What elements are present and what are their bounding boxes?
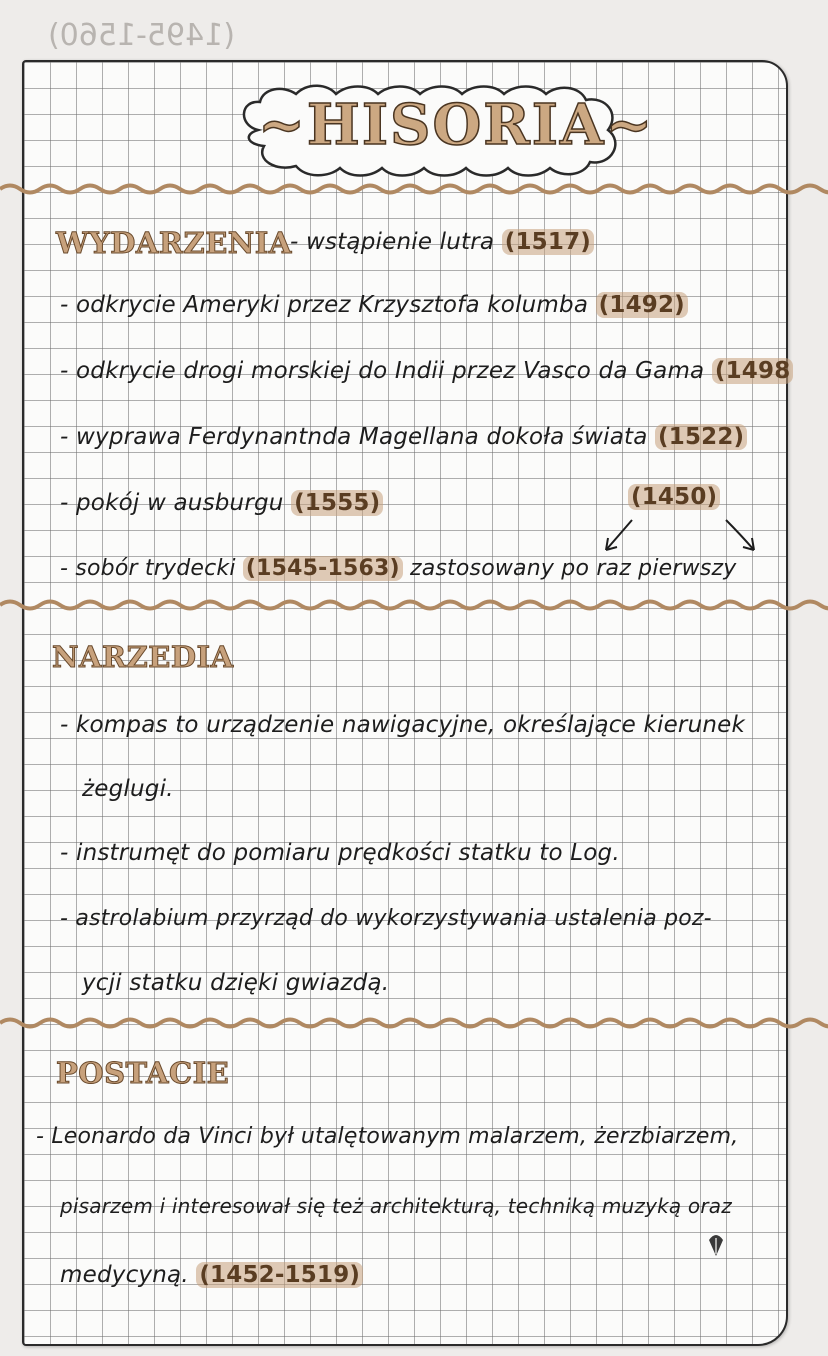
tools-line: - astrolabium przyrząd do wykorzystywania ustalenia poz-: [60, 906, 712, 931]
figures-heading: POSTACIE: [56, 1056, 230, 1090]
event-item: [60, 358, 793, 384]
event-year: (1492): [596, 292, 688, 318]
event-item: [60, 490, 383, 516]
divider-wave-1: [0, 182, 828, 196]
event-text: - odkrycie drogi morskiej do Indii przez Vasco da Gama: [60, 358, 705, 384]
events-heading: WYDARZENIA: [56, 226, 292, 260]
event-text: - pokój w ausburgu: [60, 490, 284, 516]
event-text: - sobór trydecki: [60, 556, 236, 581]
figures-year: (1452-1519): [196, 1262, 363, 1288]
event-tail: zastosowany po raz pierwszy: [409, 556, 737, 581]
event-item: [60, 292, 688, 318]
event-item: [60, 556, 736, 581]
event-text: - wyprawa Ferdynantnda Magellana dokoła świata: [60, 424, 648, 450]
divider-wave-2: [0, 598, 828, 612]
figures-line: pisarzem i interesował się też architekturą, techniką muzyką oraz: [60, 1194, 732, 1218]
figures-text: medycyną.: [60, 1262, 189, 1288]
ghost-header-text: (1495-1560): [48, 18, 235, 53]
event-year: (1498: [712, 358, 794, 384]
event-text: - odkrycie Ameryki przez Krzysztofa kolumba: [60, 292, 589, 318]
tools-heading: NARZEDIA: [52, 640, 234, 674]
arrow-left-icon: [598, 516, 638, 560]
events-aside-text: - wstąpienie lutra: [290, 229, 495, 255]
event-year: (1522): [655, 424, 747, 450]
figures-line: - Leonardo da Vinci był utalętowanym malarzem, żerzbiarzem,: [36, 1124, 739, 1149]
tools-line: żeglugi.: [82, 776, 174, 802]
pen-nib-icon: [706, 1228, 726, 1258]
page-title: ~HISORIA~: [258, 92, 655, 158]
tools-line: - kompas to urządzenie nawigacyjne, określające kierunek: [60, 712, 746, 738]
arrow-right-icon: [722, 516, 762, 560]
divider-wave-3: [0, 1016, 828, 1030]
figures-line-last: [60, 1262, 363, 1288]
events-aside: [290, 229, 594, 255]
event-year: (1555): [291, 490, 383, 516]
event-item: [60, 424, 747, 450]
tools-line: - instrumęt do pomiaru prędkości statku to Log.: [60, 840, 620, 866]
events-aside-year: (1517): [502, 229, 594, 255]
event-note-year: (1450): [628, 484, 720, 510]
event-year-note: [628, 484, 720, 510]
tools-line: ycji statku dzięki gwiazdą.: [82, 970, 390, 996]
event-year: (1545-1563): [243, 556, 403, 581]
